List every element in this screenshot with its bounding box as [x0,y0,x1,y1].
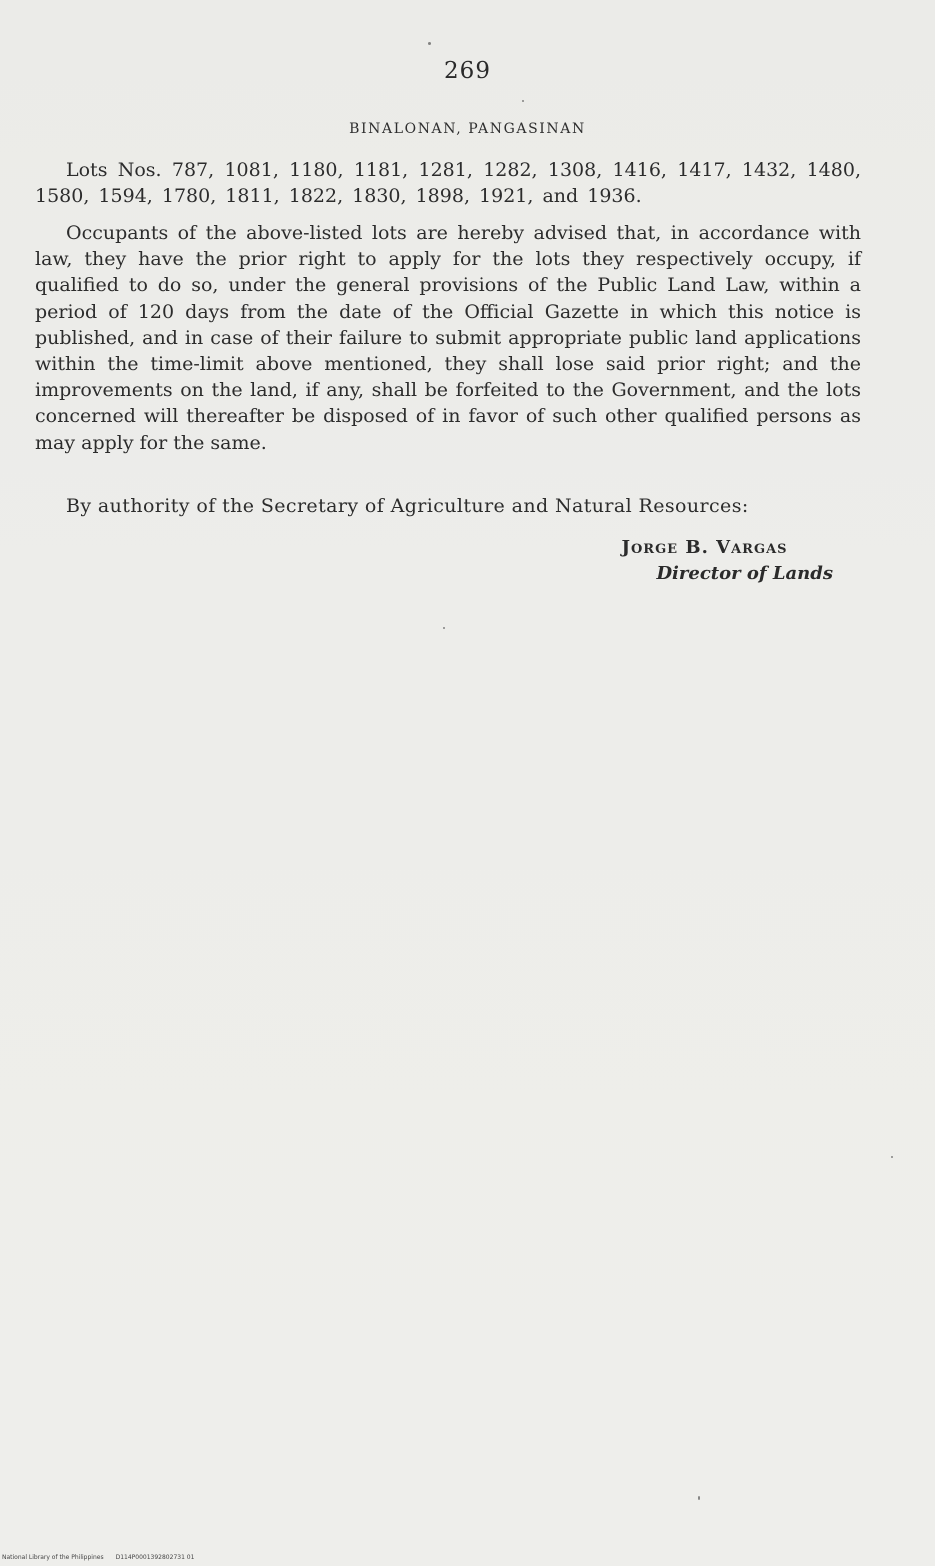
signatory-title: Director of Lands [656,563,833,584]
signature-block [621,535,833,587]
dust-speck [443,627,445,629]
scan-footer [2,1554,194,1561]
section-heading: BINALONAN, PANGASINAN [349,121,586,137]
notice-paragraph: Occupants of the above-listed lots are hereby advised that, in accordance with law, they have the prior right to apply for the lots they respectively occupy, if qualified to do so, under the general provisions of the Public Land Law, within a period of 120 days from the date of the Official Gazette in which this notice is published, and in case of their failure to submit appropriate public land applications within the time-limit above mentioned, they shall lose said prior right; and the improvements on the land, if any, shall be forfeited to the Government, and the lots concerned will thereafter be disposed of in favor of such other qualified persons as may apply for the same. [35,222,861,454]
scan-code: D114P0001392802731 01 [115,1554,195,1561]
authority-paragraph: By authority of the Secretary of Agriculture and Natural Resources: [66,495,749,517]
dust-speck [891,1156,893,1158]
dust-speck [522,100,524,102]
page-number: 269 [444,58,491,84]
dust-speck [698,1496,700,1500]
dust-speck [428,42,431,45]
lots-paragraph: Lots Nos. 787, 1081, 1180, 1181, 1281, 1282, 1308, 1416, 1417, 1432, 1480, 1580, 1594, 1780, 1811, 1822, 1830, 1898, 1921, and 1936. [35,159,861,208]
library-credit: National Library of the Philippines [2,1554,104,1561]
signatory-name: Jorge B. Vargas [621,537,788,558]
